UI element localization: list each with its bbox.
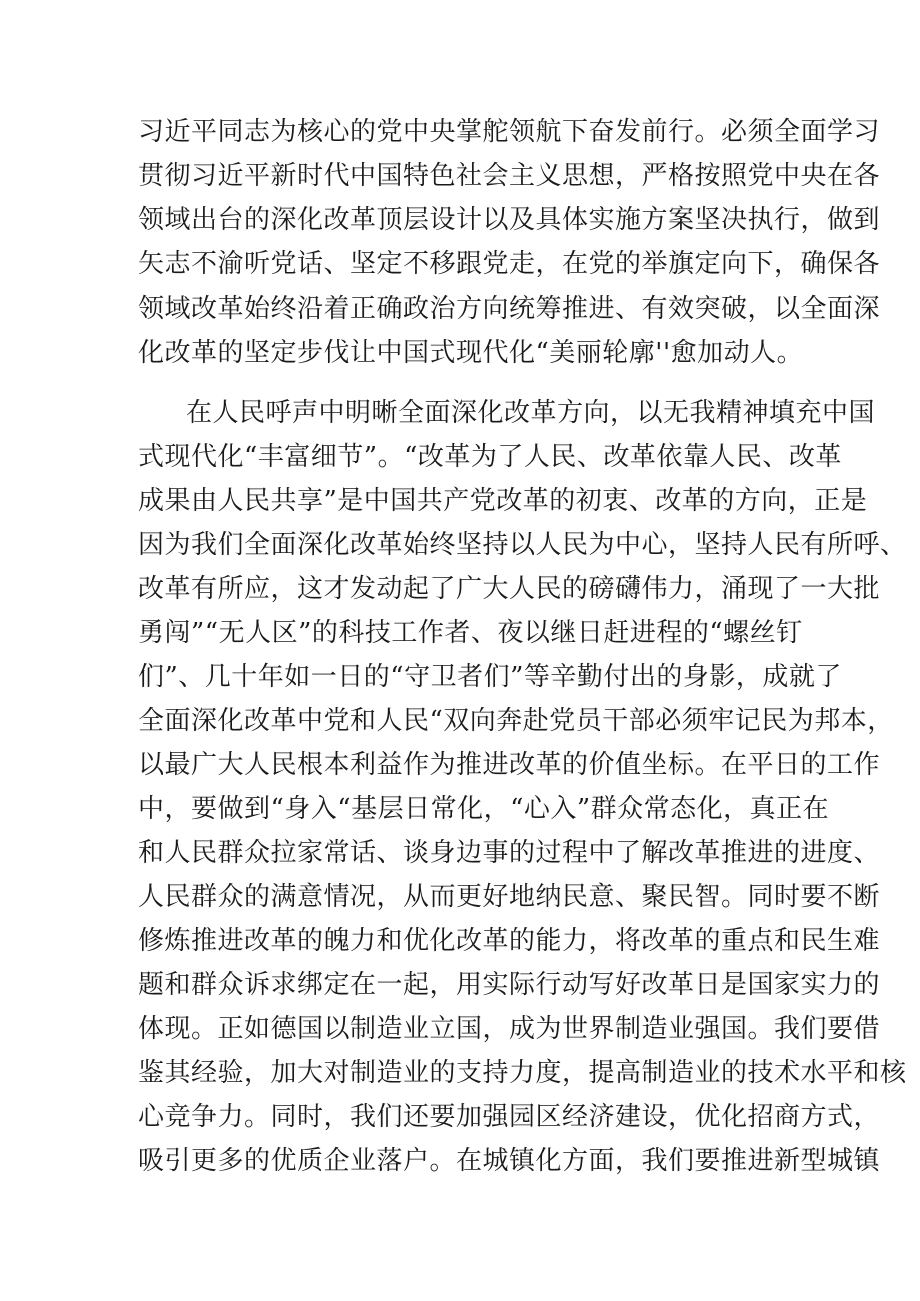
text-line: 矢志不渝听党话、坚定不移跟党走，在党的举旗定向下，确保各: [138, 249, 881, 279]
text-line: 修炼推进改革的魄力和优化改革的能力，将改革的重点和民生难: [138, 926, 881, 956]
text-line: 心竞争力。同时，我们还要加强园区经济建设，优化招商方式，: [138, 1102, 881, 1132]
text-line: 题和群众诉求绑定在一起，用实际行动写好改革日是国家实力的: [138, 970, 881, 1000]
text-line: 们”、几十年如一日的“守卫者们”等辛勤付出的身影，成就了: [138, 662, 842, 692]
text-line: 式现代化“丰富细节”。“改革为了人民、改革依靠人民、改革: [138, 442, 842, 472]
text-line: 鉴其经验，加大对制造业的支持力度，提高制造业的技术水平和核: [138, 1058, 907, 1088]
text-line: 习近平同志为核心的党中央掌舵领航下奋发前行。必须全面学习: [138, 117, 881, 147]
text-line: 中，要做到“身入“基层日常化，“心入”群众常态化，真正在: [138, 794, 830, 824]
text-line: 吸引更多的优质企业落户。在城镇化方面，我们要推进新型城镇: [138, 1146, 881, 1176]
text-line: 贯彻习近平新时代中国特色社会主义思想，严格按照党中央在各: [138, 161, 881, 191]
text-line: 体现。正如德国以制造业立国，成为世界制造业强国。我们要借: [138, 1014, 881, 1044]
text-line: 化改革的坚定步伐让中国式现代化“美丽轮廓''愈加动人。: [138, 338, 804, 368]
text-line: 成果由人民共享”是中国共产党改革的初衷、改革的方向，正是: [138, 486, 868, 516]
text-line: 领域改革始终沿着正确政治方向统筹推进、有效突破，以全面深: [138, 294, 881, 324]
text-line: 以最广大人民根本利益作为推进改革的价值坐标。在平日的工作: [138, 750, 881, 780]
text-line: 领域出台的深化改革顶层设计以及具体实施方案坚决执行，做到: [138, 205, 881, 235]
text-line: 人民群众的满意情况，从而更好地纳民意、聚民智。同时要不断: [138, 882, 881, 912]
text-line: 在人民呼声中明晰全面深化改革方向，以无我精神填充中国: [186, 398, 876, 428]
text-line: 因为我们全面深化改革始终坚持以人民为中心，坚持人民有所呼、: [138, 530, 907, 560]
text-line: 勇闯”“无人区”的科技工作者、夜以继日赶进程的“螺丝钉: [138, 618, 803, 648]
text-line: 和人民群众拉家常话、谈身边事的过程中了解改革推进的进度、: [138, 838, 881, 868]
text-line: 全面深化改革中党和人民“双向奔赴党员干部必须牢记民为邦本，: [138, 706, 894, 736]
text-line: 改革有所应，这才发动起了广大人民的磅礴伟力，涌现了一大批: [138, 574, 881, 604]
